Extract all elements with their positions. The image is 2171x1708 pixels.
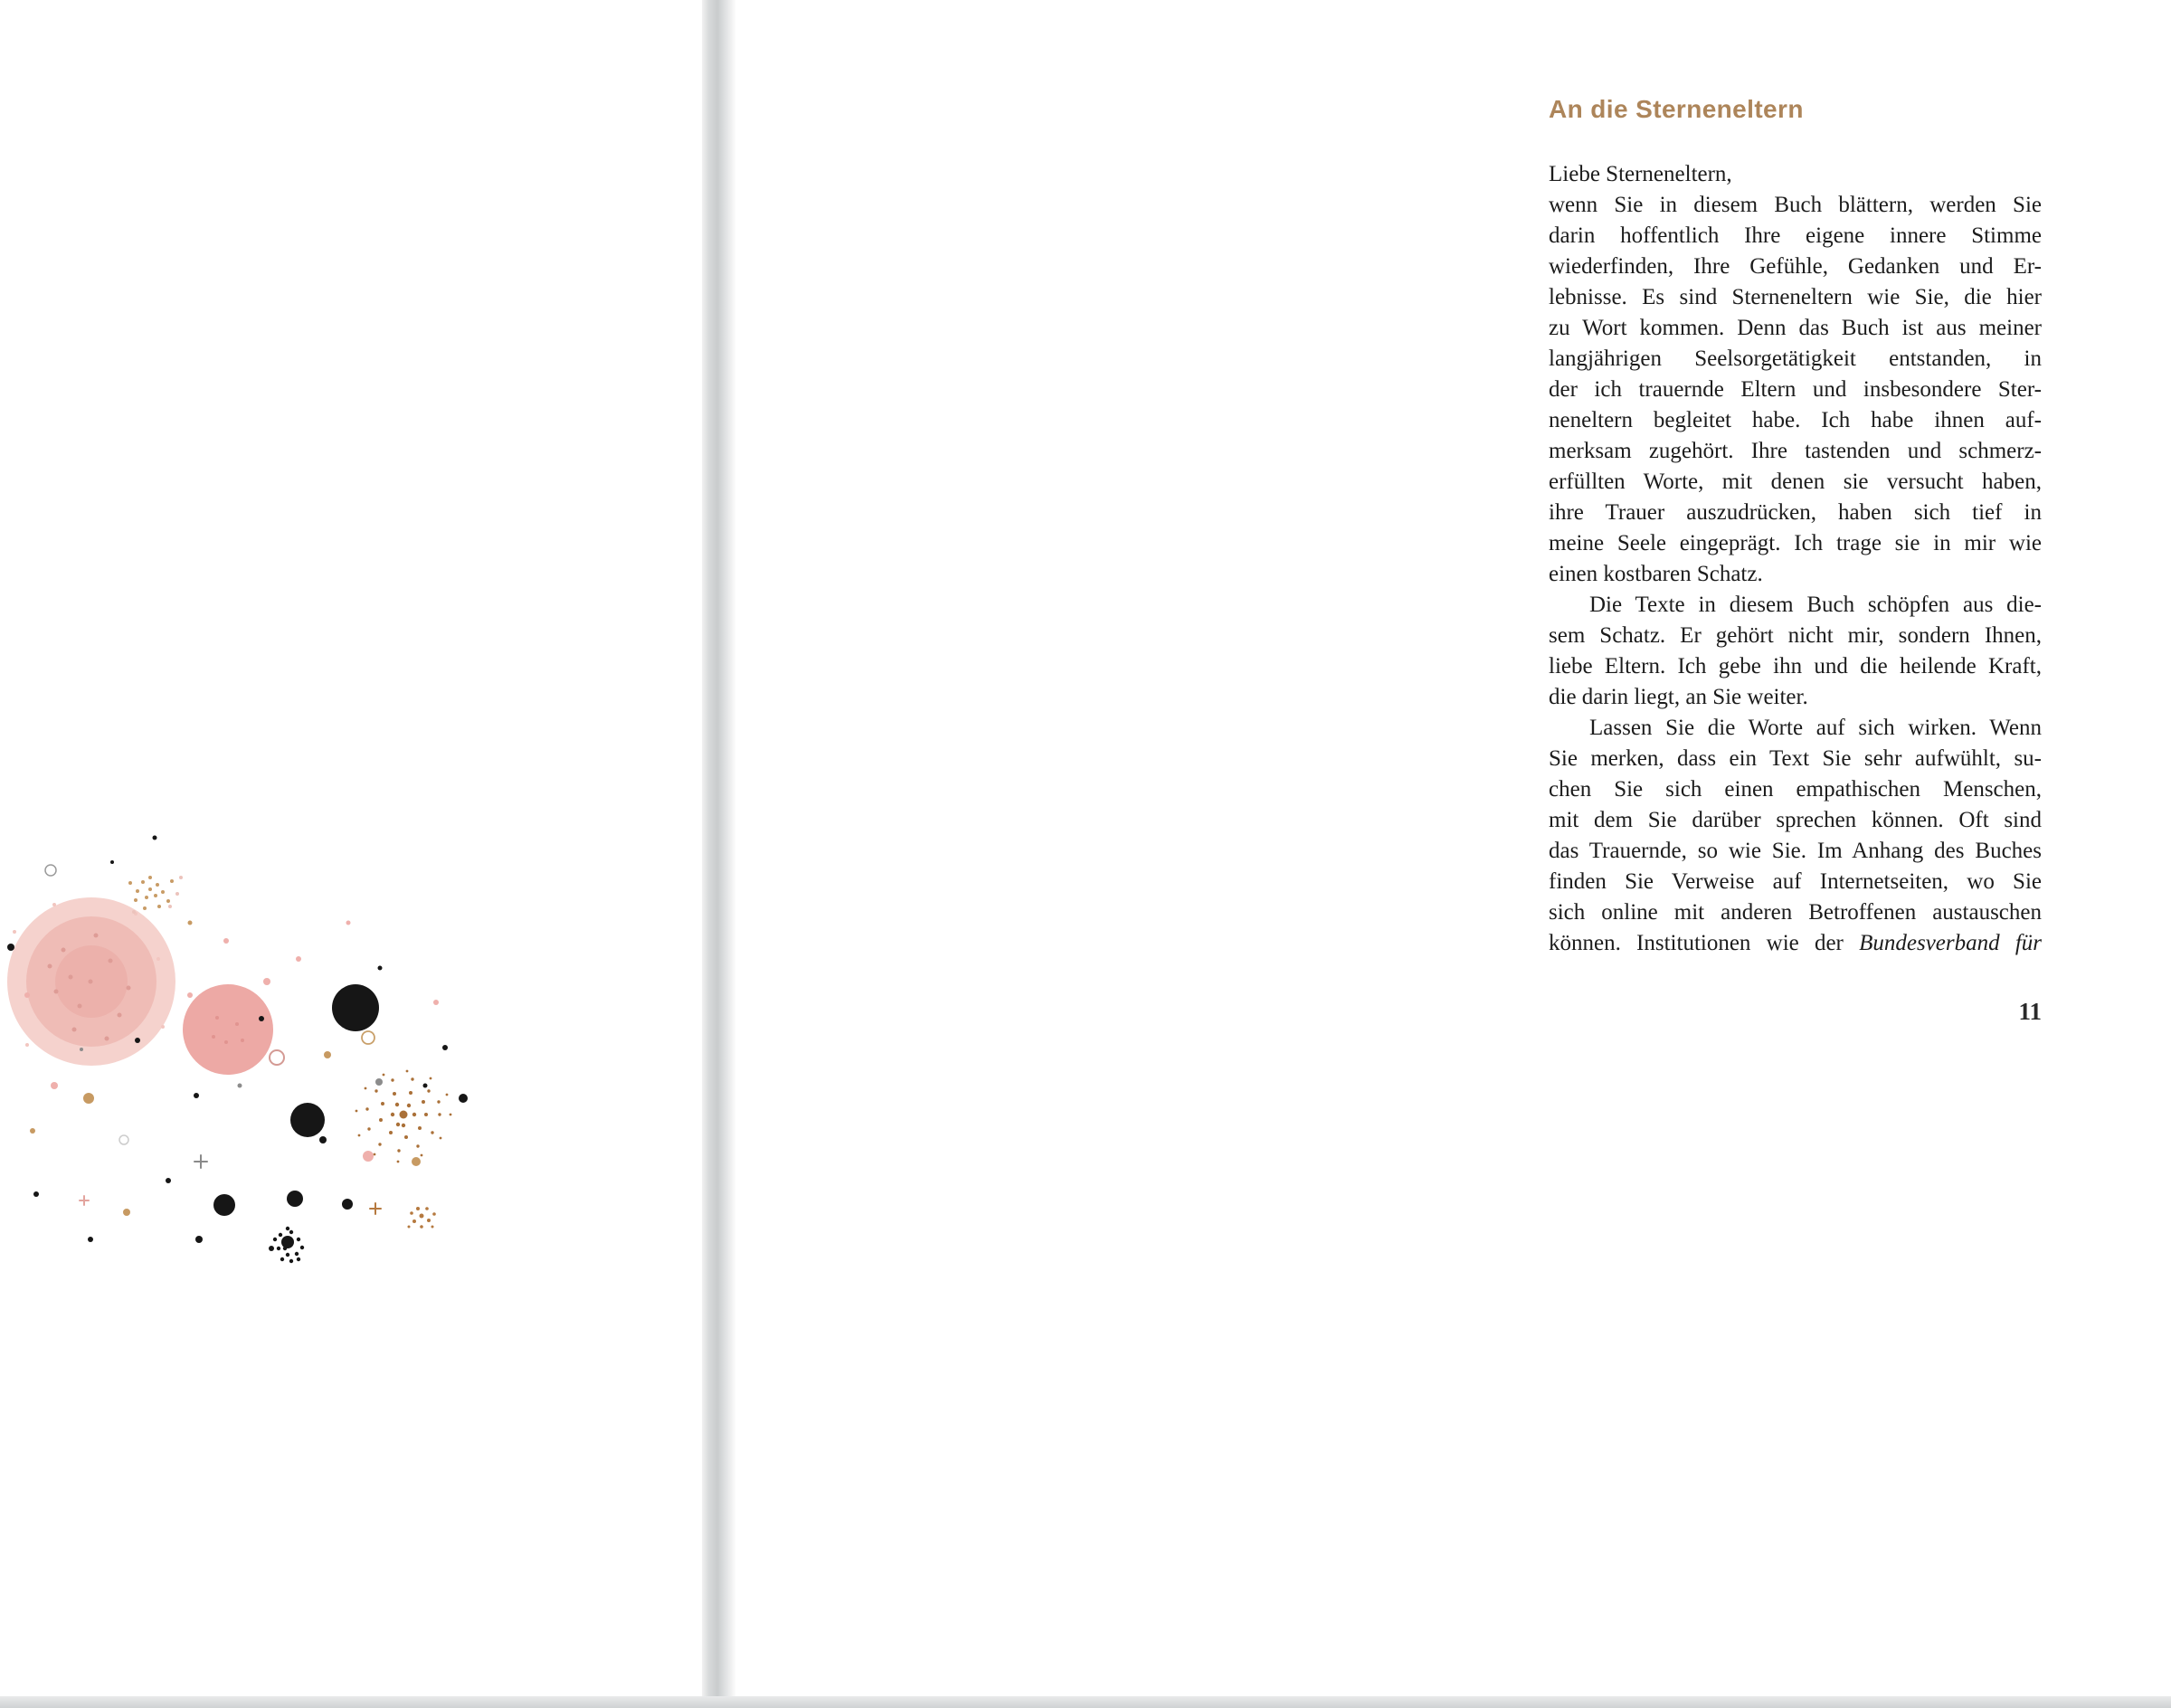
page-number: 11 [2018, 998, 2042, 1025]
text-line [1549, 651, 2042, 682]
text-segment: zu Wort kommen. Denn das Buch ist aus meiner [1549, 316, 2042, 340]
text-segment: finden Sie Verweise auf Internetseiten, wo Sie [1549, 869, 2042, 894]
text-line [1549, 467, 2042, 498]
text-segment: merksam zugehört. Ihre tastenden und schmerz- [1549, 439, 2042, 463]
text-segment: wenn Sie in diesem Buch blättern, werden Sie [1549, 193, 2042, 217]
text-line [1549, 713, 2042, 744]
text-line [1549, 559, 2042, 590]
text-line [1549, 867, 2042, 897]
text-segment: mit dem Sie darüber sprechen können. Oft sind [1549, 808, 2042, 832]
text-segment: Sie merken, dass ein Text Sie sehr aufwühlt, su- [1549, 746, 2042, 771]
text-segment: liebe Eltern. Ich gebe ihn und die heilende Kraft, [1549, 654, 2042, 678]
text-segment: meine Seele eingeprägt. Ich trage sie in mir wie [1549, 531, 2042, 555]
text-segment: das Trauernde, so wie Sie. Im Anhang des Buches [1549, 839, 2042, 863]
text-line [1549, 282, 2042, 313]
paragraph [1549, 159, 2042, 190]
text-line [1549, 313, 2042, 344]
text-line [1549, 190, 2042, 221]
text-line [1549, 405, 2042, 436]
text-segment: langjährigen Seelsorgetätigkeit entstanden, in [1549, 346, 2042, 371]
text-segment: lebnisse. Es sind Sterneneltern wie Sie, die hier [1549, 285, 2042, 309]
left-page [0, 0, 704, 1708]
text-line [1549, 221, 2042, 251]
text-segment: einen kostbaren Schatz. [1549, 562, 1763, 586]
text-segment: sich online mit anderen Betroffenen austauschen [1549, 900, 2042, 925]
text-line [1549, 744, 2042, 774]
page-gutter [702, 0, 736, 1708]
text-line [1549, 251, 2042, 282]
tan-stipple-cluster [128, 876, 183, 914]
text-segment: ihre Trauer auszudrücken, haben sich tief in [1549, 500, 2042, 525]
text-line [1549, 344, 2042, 375]
text-line [1549, 436, 2042, 467]
text-segment: die darin liegt, an Sie weiter. [1549, 685, 1808, 709]
text-line [1549, 498, 2042, 528]
text-line [1549, 928, 2042, 959]
text-line [1549, 682, 2042, 713]
text-segment: können. Institutionen wie der [1549, 931, 1860, 955]
text-segment: wiederfinden, Ihre Gefühle, Gedanken und Er- [1549, 254, 2042, 279]
text-line [1549, 375, 2042, 405]
paragraph [1549, 713, 2042, 959]
text-line [1549, 774, 2042, 805]
text-line [1549, 805, 2042, 836]
body-text [1549, 159, 2042, 959]
text-line [1549, 528, 2042, 559]
text-line [1549, 897, 2042, 928]
dots-illustration [0, 814, 470, 1696]
text-line [1549, 621, 2042, 651]
small-pink-circle [183, 984, 273, 1075]
text-segment: Die Texte in diesem Buch schöpfen aus die- [1589, 593, 2042, 617]
chapter-heading: An die Sterneneltern [1549, 95, 1804, 123]
text-segment: erfüllten Worte, mit denen sie versucht haben, [1549, 470, 2042, 494]
text-line [1549, 836, 2042, 867]
right-page [736, 0, 2171, 1708]
text-segment: Lassen Sie die Worte auf sich wirken. Wenn [1589, 716, 2042, 740]
text-segment: chen Sie sich einen empathischen Menschen, [1549, 777, 2042, 802]
text-segment: der ich trauernde Eltern und insbesondere Ster- [1549, 377, 2042, 402]
text-line [1549, 159, 2042, 190]
text-segment: darin hoffentlich Ihre eigene innere Stimme [1549, 223, 2042, 248]
text-segment: Liebe Sterneneltern, [1549, 162, 1732, 186]
black-stipple-cluster [273, 1227, 304, 1263]
copper-stipple-cluster-small [408, 1207, 436, 1229]
text-line [1549, 590, 2042, 621]
large-pink-dotted-circle [7, 897, 175, 1066]
book-bottom-edge [0, 1696, 2171, 1708]
paragraph [1549, 590, 2042, 713]
text-segment: neneltern begleitet habe. Ich habe ihnen auf- [1549, 408, 2042, 432]
copper-starburst [356, 1070, 452, 1163]
paragraph [1549, 190, 2042, 590]
text-segment: sem Schatz. Er gehört nicht mir, sondern Ihnen, [1549, 623, 2042, 648]
italic-text: Bundesverband für [1859, 931, 2042, 955]
